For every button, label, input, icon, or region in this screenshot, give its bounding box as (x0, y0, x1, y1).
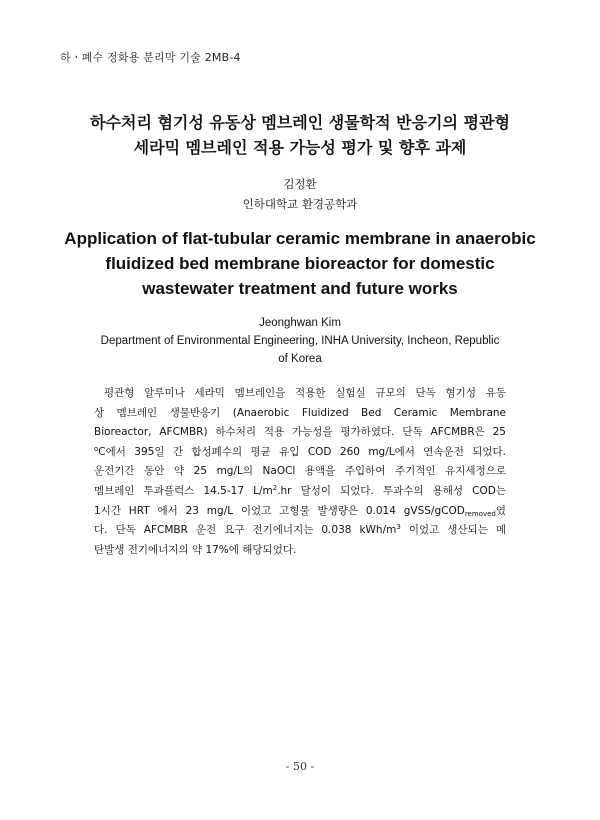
abstract-line (94, 502, 506, 522)
abstract-text: 멤브레인 투과플럭스 14.5-17 L/m (94, 484, 273, 497)
english-title-line: Application of flat-tubular ceramic membrane in anaerobic (64, 229, 536, 248)
english-title-line: wastewater treatment and future works (142, 279, 458, 298)
degree-superscript: o (94, 444, 99, 453)
english-author-name: Jeonghwan Kim (259, 317, 341, 329)
abstract-text: 다. 단독 AFCMBR 운전 요구 전기에너지는 0.038 kWh/m (94, 524, 397, 537)
abstract-text: 1시간 HRT 에서 23 mg/L 이었고 고형물 발생량은 0.014 gVSS/gCOD (94, 504, 465, 517)
affiliation-line: Department of Environmental Engineering, INHA University, Incheon, Republic (100, 335, 500, 347)
english-title (0, 226, 600, 301)
abstract-line (94, 521, 506, 541)
korean-author-name: 김정환 (283, 177, 317, 191)
unit-superscript: 3 (396, 523, 401, 532)
abstract-line: 상 멤브레인 생물반응기 (Anaerobic Fluidized Bed Ceramic Membrane (94, 406, 506, 419)
abstract-line (94, 443, 506, 463)
abstract-text: 이었고 생산되는 메 (400, 524, 506, 537)
korean-author-block (0, 174, 600, 214)
abstract-paragraph (94, 384, 506, 560)
abstract-line: Bioreactor, AFCMBR) 하수처리 적용 가능성을 평가하였다. 단독 AFCMBR은 25 (94, 426, 506, 439)
page-number: - 50 - (285, 760, 315, 773)
abstract-line (94, 482, 506, 502)
abstract-line: 평관형 알루미나 세라믹 멤브레인을 적용한 실험실 규모의 단독 혐기성 유동 (104, 387, 506, 399)
english-title-line: fluidized bed membrane bioreactor for domestic (105, 254, 495, 273)
unit-superscript: 2 (272, 483, 278, 492)
affiliation-line: of Korea (278, 353, 322, 365)
abstract-text: C에서 395일 간 합성폐수의 평균 유입 COD 260 mg/L에서 연속운전 되었다. (98, 445, 506, 458)
abstract-text: .hr 달성이 되었다. 투과수의 용해성 COD는 (277, 484, 506, 497)
korean-title-line: 하수처리 혐기성 유동상 멤브레인 생물학적 반응기의 평관형 (90, 113, 510, 132)
korean-author-affiliation: 인하대학교 환경공학과 (242, 197, 358, 211)
abstract-text: 였 (495, 504, 506, 517)
running-head: 하ㆍ폐수 정화용 분리막 기술 2MB-4 (60, 51, 241, 64)
abstract-line: 탄발생 전기에너지의 약 17%에 해당되었다. (94, 543, 297, 556)
english-author-affiliation (92, 332, 508, 368)
korean-title-line: 세라믹 멤브레인 적용 가능성 평가 및 향후 과제 (133, 138, 467, 157)
removed-subscript: removed (464, 509, 496, 518)
korean-title (0, 110, 600, 160)
abstract-line: 운전기간 동안 약 25 mg/L의 NaOCl 용액을 주입하여 주기적인 유지세정으로 (94, 465, 506, 478)
